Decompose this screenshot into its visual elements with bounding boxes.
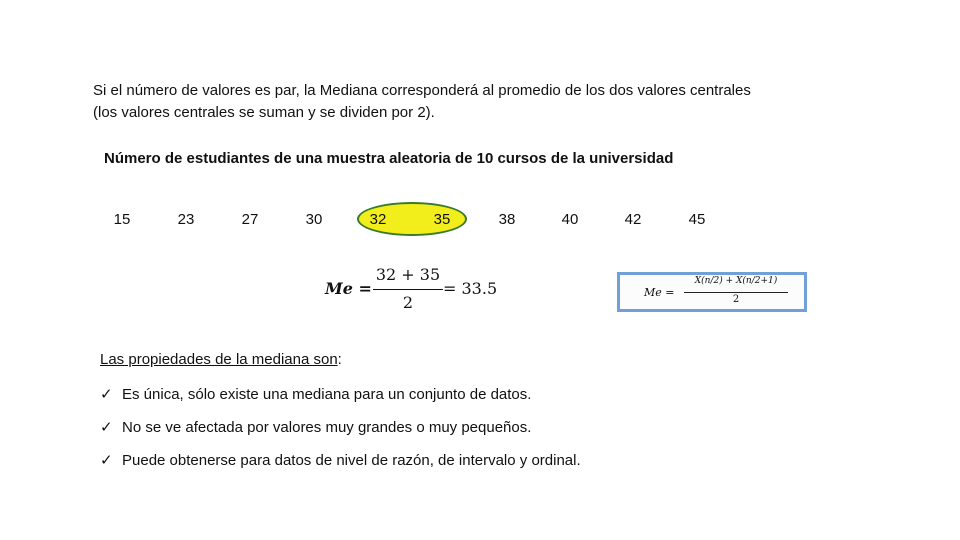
properties-title (100, 351, 342, 368)
value-3: 27 (241, 211, 259, 228)
value-2: 23 (177, 211, 195, 228)
property-item (100, 385, 531, 403)
intro-line-1: Si el número de valores es par, la Mediana corresponderá al promedio de los dos valores centrales (93, 82, 751, 99)
formula-numerator: 32 + 35 (375, 265, 441, 284)
value-4: 30 (305, 211, 323, 228)
value-7: 38 (498, 211, 516, 228)
properties-title-colon: : (337, 351, 342, 368)
intro-paragraph (93, 80, 833, 124)
general-median-formula (617, 272, 807, 312)
value-8: 40 (561, 211, 579, 228)
value-1: 15 (113, 211, 131, 228)
check-icon: ✓ (100, 452, 113, 469)
value-10: 45 (688, 211, 706, 228)
property-text: No se ve afectada por valores muy grandes o muy pequeños. (122, 419, 532, 436)
sample-subtitle: Número de estudiantes de una muestra aleatoria de 10 cursos de la universidad (104, 150, 674, 167)
check-icon: ✓ (100, 419, 113, 436)
value-6: 35 (433, 211, 451, 228)
formula-lhs: Me = (325, 279, 372, 298)
formula-fraction-bar (373, 289, 443, 290)
property-item (100, 418, 531, 436)
value-9: 42 (624, 211, 642, 228)
property-text: Puede obtenerse para datos de nivel de razón, de intervalo y ordinal. (122, 452, 581, 469)
median-formula (325, 265, 505, 315)
properties-title-text: Las propiedades de la mediana son (100, 351, 338, 368)
formula-result: = 33.5 (443, 279, 498, 298)
value-5: 32 (369, 211, 387, 228)
intro-line-2: (los valores centrales se suman y se dividen por 2). (93, 104, 435, 121)
general-formula-lhs: Me = (644, 286, 675, 299)
property-text: Es única, sólo existe una mediana para un conjunto de datos. (122, 386, 532, 403)
general-formula-fraction-bar (684, 292, 788, 293)
general-formula-denominator: 2 (732, 294, 740, 305)
formula-denominator: 2 (402, 293, 414, 312)
check-icon: ✓ (100, 386, 113, 403)
general-formula-numerator: X(n/2) + X(n/2+1) (694, 276, 778, 286)
property-item (100, 451, 581, 469)
